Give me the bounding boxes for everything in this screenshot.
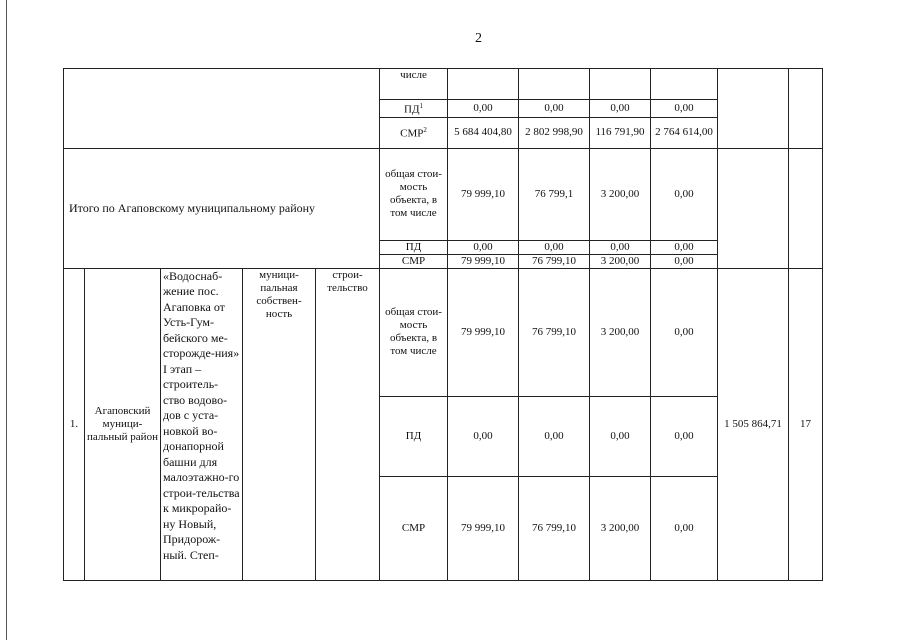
block1-pd-value: 0,00 bbox=[519, 100, 590, 118]
object-total-value: 0,00 bbox=[651, 268, 718, 396]
object-pd-value: 0,00 bbox=[519, 396, 590, 476]
district-name: Агаповский муници-пальный район bbox=[85, 268, 161, 580]
district-pd-value: 0,00 bbox=[448, 240, 519, 254]
object-smr-value: 79 999,10 bbox=[448, 476, 519, 580]
work-type: строи-тельство bbox=[316, 268, 380, 580]
block1-smr-value: 2 764 614,00 bbox=[651, 117, 718, 148]
block1-pd-value: 0,00 bbox=[590, 100, 651, 118]
district-smr-value: 0,00 bbox=[651, 254, 718, 268]
district-total-value: 0,00 bbox=[651, 148, 718, 240]
object-amount: 1 505 864,71 bbox=[718, 268, 789, 580]
block1-empty-cell bbox=[64, 69, 380, 149]
object-smr-value: 3 200,00 bbox=[590, 476, 651, 580]
district-pd-value: 0,00 bbox=[519, 240, 590, 254]
block1-pd-label: $ПД^1$ bbox=[380, 100, 448, 118]
object-total-label: общая стои-мость объекта, в том числе bbox=[380, 268, 448, 396]
district-smr-value: 76 799,10 bbox=[519, 254, 590, 268]
block1-smr-value: 2 802 998,90 bbox=[519, 117, 590, 148]
district-pd-label: ПД bbox=[380, 240, 448, 254]
block1-label-cont: числе bbox=[380, 69, 448, 100]
district-pd-value: 0,00 bbox=[651, 240, 718, 254]
district-total-label: общая стои-мость объекта, в том числе bbox=[380, 148, 448, 240]
block1-smr-value: 116 791,90 bbox=[590, 117, 651, 148]
block1-smr-value: 5 684 404,80 bbox=[448, 117, 519, 148]
district-total-value: 76 799,1 bbox=[519, 148, 590, 240]
object-description: «Водоснаб-жение пос. Агаповка от Усть-Гум-бейского ме-сторожде-ния» I этап – строитель-ство водово-дов с уста-новкой во-донапорной башни для малоэтажно-го строи-тельства к микрорайо-ну Новый, Придорож-ный. Степ- bbox=[161, 268, 243, 580]
district-total-value: 3 200,00 bbox=[590, 148, 651, 240]
object-smr-value: 76 799,10 bbox=[519, 476, 590, 580]
object-smr-label: СМР bbox=[380, 476, 448, 580]
object-pd-label: ПД bbox=[380, 396, 448, 476]
page-number: 2 bbox=[475, 31, 482, 46]
object-total-value: 76 799,10 bbox=[519, 268, 590, 396]
ownership-type: муници-пальная собствен-ность bbox=[243, 268, 316, 580]
district-smr-value: 79 999,10 bbox=[448, 254, 519, 268]
block1-pd-value: 0,00 bbox=[651, 100, 718, 118]
district-smr-label: СМР bbox=[380, 254, 448, 268]
object-count: 17 bbox=[789, 268, 823, 580]
object-total-value: 79 999,10 bbox=[448, 268, 519, 396]
district-total-value: 79 999,10 bbox=[448, 148, 519, 240]
district-total-title: Итого по Агаповскому муниципальному району bbox=[64, 148, 380, 268]
object-pd-value: 0,00 bbox=[590, 396, 651, 476]
row-index: 1. bbox=[64, 268, 85, 580]
block1-pd-value: 0,00 bbox=[448, 100, 519, 118]
district-smr-value: 3 200,00 bbox=[590, 254, 651, 268]
block1-count-cell bbox=[789, 69, 823, 149]
object-total-value: 3 200,00 bbox=[590, 268, 651, 396]
budget-table bbox=[63, 68, 823, 581]
scan-edge-line bbox=[6, 0, 7, 640]
district-pd-value: 0,00 bbox=[590, 240, 651, 254]
object-smr-value: 0,00 bbox=[651, 476, 718, 580]
object-pd-value: 0,00 bbox=[448, 396, 519, 476]
object-pd-value: 0,00 bbox=[651, 396, 718, 476]
block1-amount-cell bbox=[718, 69, 789, 149]
block1-smr-label: СМР$^2$ bbox=[380, 117, 448, 148]
